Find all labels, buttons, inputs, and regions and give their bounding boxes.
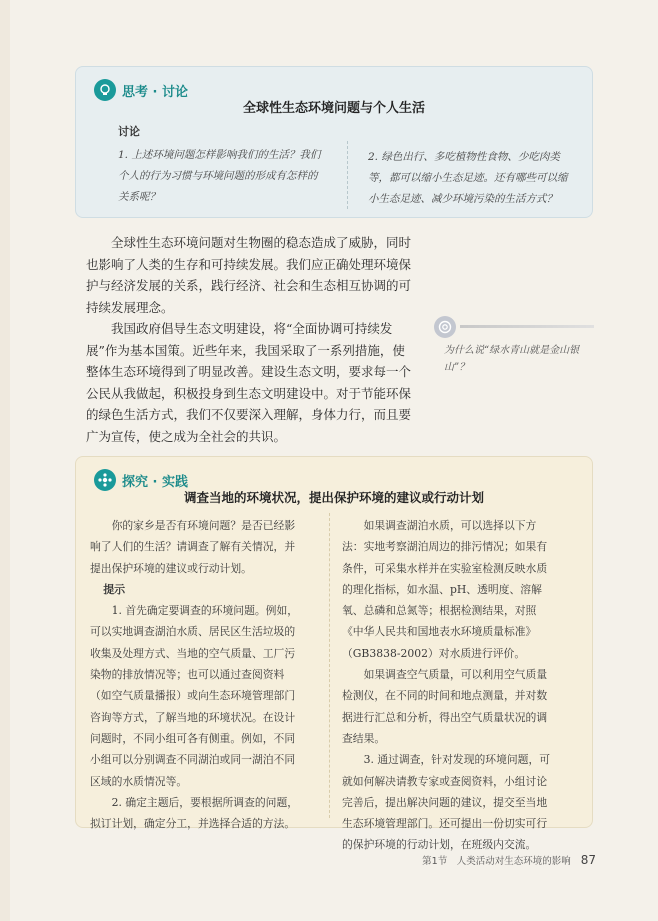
discussion-subheading: 讨论: [118, 125, 140, 138]
discussion-title: 全球性生态环境问题与个人生活: [242, 101, 425, 116]
inquiry-tip-label: 提示: [103, 582, 126, 596]
inquiry-box: [75, 456, 593, 852]
discussion-badge-label: 思考 · 讨论: [122, 84, 188, 100]
body-paragraph-2: 我国政府倡导生态文明建设，将“全面协调可持续发展”作为基本国策。近些年来，我国采取了一系列措施，使整体生态环境得到了明显改善。建设生态文明，要求每一个公民从我做起，积极投身到生态文明建设中。对于节能环保的绿色生活方式，我们不仅要深入理解，身体力行，而且要广为宣传，使之成为全社会的共识。: [86, 321, 412, 444]
footer-section-title: 第1节 人类活动对生态环境的影响: [422, 856, 571, 867]
discussion-question-2: 2. 绿色出行、多吃植物性食物、少吃肉类等，都可以缩小生态足迹。还有哪些可以缩小生态足迹、减少环境污染的生活方式？: [368, 151, 568, 205]
inquiry-intro: 你的家乡是否有环境问题？是否已经影响了人们的生活？请调查了解有关情况，并提出保护环境的建议或行动计划。: [90, 519, 296, 575]
side-note-question: 为什么说“绿水青山就是金山银山”？: [444, 345, 580, 373]
at-sign-icon: [434, 316, 456, 338]
inquiry-title: 调查当地的环境状况，提出保护环境的建议或行动计划: [183, 490, 484, 505]
page-edge-strip: [0, 0, 10, 921]
discussion-box: [75, 66, 593, 218]
inquiry-left-column: [90, 515, 300, 834]
main-body-text: [86, 232, 412, 447]
inquiry-tip-2: 2. 确定主题后，要根据所调查的问题，拟订计划，确定分工，并选择合适的方法。: [90, 795, 299, 831]
side-note-rule: [460, 325, 594, 328]
discussion-divider: [347, 141, 348, 209]
discussion-question-1: 1. 上述环境问题怎样影响我们的生活？我们个人的行为习惯与环境问题的形成有怎样的关系呢？: [118, 149, 321, 203]
inquiry-badge-label: 探究 · 实践: [122, 474, 188, 490]
inquiry-water-method: 如果调查湖泊水质，可以选择以下方法：实地考察湖泊周边的排污情况；如果有条件，可采集水样并在实验室检测反映水质的理化指标，如水温、pH、透明度、溶解氧、总磷和总氮等；根据检测结果，对照《中华人民共和国地表水环境质量标准》（GB3838-2002）对水质进行评价。: [342, 519, 548, 660]
inquiry-right-column: [342, 515, 552, 856]
inquiry-tip-3: 3. 通过调查，针对发现的环境问题，可就如何解决请教专家或查阅资料，小组讨论完善后，提出解决问题的建议，提交至当地生态环境管理部门。还可提出一份切实可行的保护环境的行动计划，在班级内交流。: [342, 753, 551, 852]
inquiry-air-method: 如果调查空气质量，可以利用空气质量检测仪，在不同的时间和地点测量，并对数据进行汇总和分析，得出空气质量状况的调查结果。: [342, 668, 548, 745]
page-number: 87: [580, 853, 596, 867]
inquiry-tip-1: 1. 首先确定要调查的环境问题。例如，可以实地调查湖泊水质、居民区生活垃圾的收集及处理方式、当地的空气质量、工厂污染物的排放情况等；也可以通过查阅资料（如空气质量播报）或向生态环境管理部门咨询等方式，了解当地的环境状况。在设计问题时，不同小组可各有侧重。例如，不同小组可以分别调查不同湖泊或同一湖泊不同区域的水质情况等。: [90, 604, 299, 788]
body-paragraph-1: 全球性生态环境问题对生物圈的稳态造成了威胁，同时也影响了人类的生存和可持续发展。我们应正确处理环境保护与经济发展的关系，践行经济、社会和生态相互协调的可持续发展理念。: [86, 235, 412, 315]
page-footer: [422, 853, 596, 867]
inquiry-divider: [329, 513, 330, 818]
